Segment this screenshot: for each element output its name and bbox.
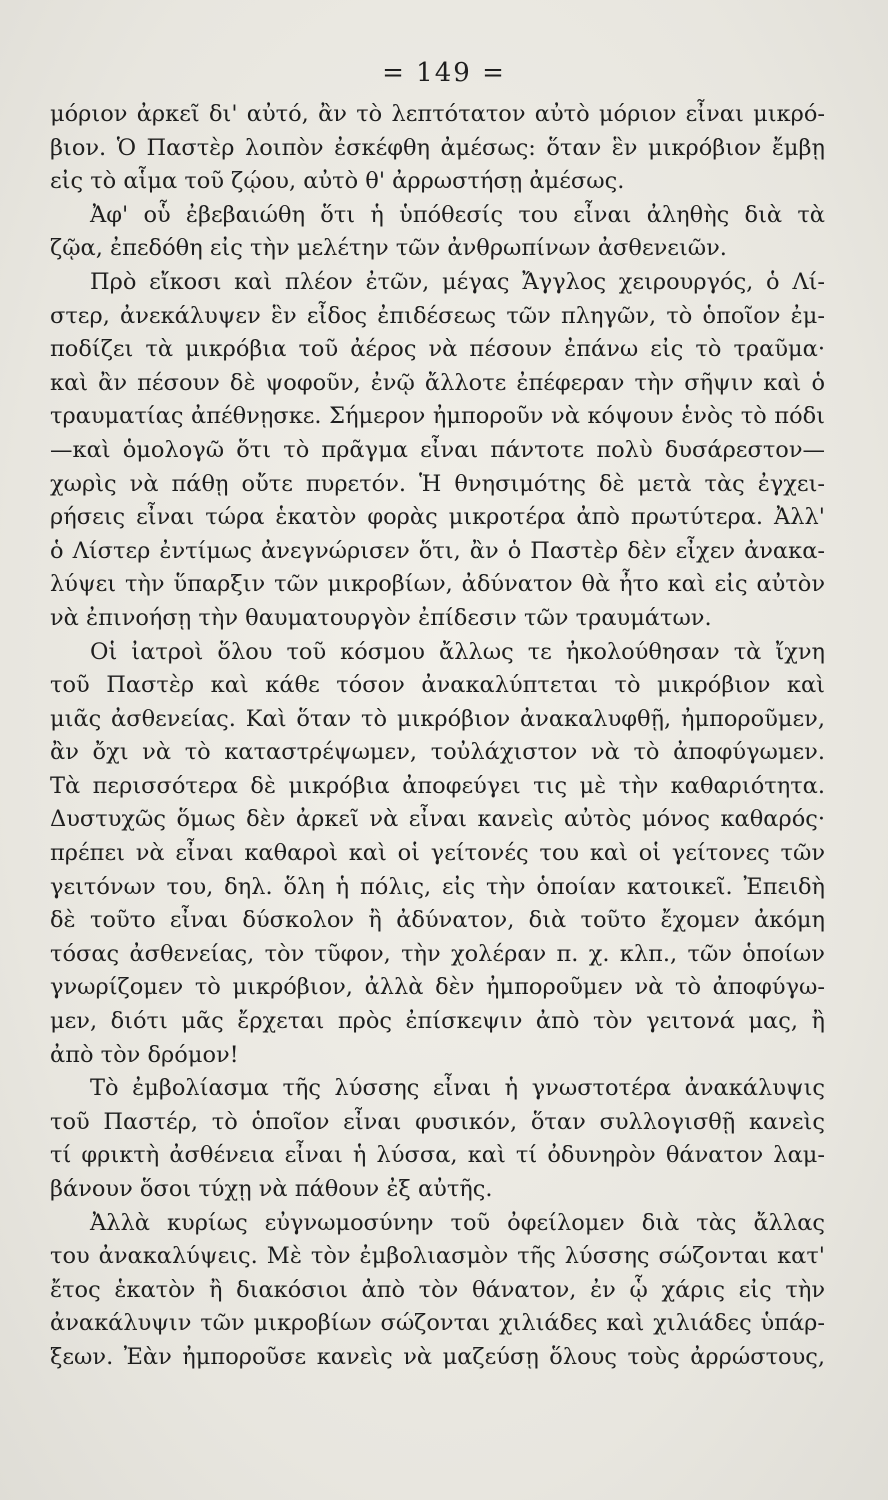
body-text bbox=[50, 98, 825, 1375]
text-line: γνωρίζομεν τὸ μικρόβιον, ἀλλὰ δὲν ἠμποροῦμεν νὰ τὸ ἀποφύγω- bbox=[50, 974, 825, 1001]
text-line: τοῦ Παστέρ, τὸ ὁποῖον εἶναι φυσικόν, ὅταν συλλογισθῇ κανεὶς bbox=[50, 1108, 825, 1135]
text-line: ξεων. Ἐὰν ἠμποροῦσε κανεὶς νὰ μαζεύσῃ ὅλους τοὺς ἀρρώστους, bbox=[50, 1343, 825, 1370]
text-line: Ἀλλὰ κυρίως εὐγνωμοσύνην τοῦ ὀφείλομεν διὰ τὰς ἄλλας bbox=[90, 1209, 825, 1236]
text-line: του ἀνακαλύψεις. Μὲ τὸν ἐμβολιασμὸν τῆς λύσσης σώζονται κατ' bbox=[50, 1243, 825, 1270]
text-line: λύψει τὴν ὕπαρξιν τῶν μικροβίων, ἀδύνατον θὰ ἦτο καὶ εἰς αὐτὸν bbox=[50, 571, 825, 598]
text-line: τραυματίας ἀπέθνῃσκε. Σήμερον ἠμποροῦν νὰ κόψουν ἑνὸς τὸ πόδι bbox=[50, 403, 825, 430]
text-line: χωρὶς νὰ πάθῃ οὔτε πυρετόν. Ἡ θνησιμότης δὲ μετὰ τὰς ἐγχει- bbox=[50, 470, 825, 497]
text-line: ἔτος ἑκατὸν ἢ διακόσιοι ἀπὸ τὸν θάνατον, ἐν ᾧ χάρις εἰς τὴν bbox=[50, 1276, 825, 1303]
text-line: Τὸ ἐμβολίασμα τῆς λύσσης εἶναι ἡ γνωστοτέρα ἀνακάλυψις bbox=[90, 1075, 825, 1102]
text-line: ζῷα, ἐπεδόθη εἰς τὴν μελέτην τῶν ἀνθρωπίνων ἀσθενειῶν. bbox=[50, 235, 727, 262]
page-number-header: = 149 = bbox=[382, 58, 506, 88]
text-line: ἀπὸ τὸν δρόμον! bbox=[50, 1041, 239, 1068]
text-line: καὶ ἂν πέσουν δὲ ψοφοῦν, ἐνῷ ἄλλοτε ἐπέφεραν τὴν σῆψιν καὶ ὁ bbox=[50, 369, 825, 396]
text-line: μιᾶς ἀσθενείας. Καὶ ὅταν τὸ μικρόβιον ἀνακαλυφθῇ, ἠμποροῦμεν, bbox=[50, 705, 825, 732]
text-line: Ἀφ' οὗ ἐβεβαιώθη ὅτι ἡ ὑπόθεσίς του εἶναι ἀληθὴς διὰ τὰ bbox=[90, 201, 825, 228]
text-line: τοῦ Παστὲρ καὶ κάθε τόσον ἀνακαλύπτεται τὸ μικρόβιον καὶ bbox=[50, 672, 825, 699]
text-line: βιον. Ὁ Παστὲρ λοιπὸν ἐσκέφθη ἀμέσως: ὅταν ἓν μικρόβιον ἔμβῃ bbox=[50, 134, 825, 161]
text-line: δὲ τοῦτο εἶναι δύσκολον ἢ ἀδύνατον, διὰ τοῦτο ἔχομεν ἀκόμη bbox=[50, 907, 825, 934]
text-line: βάνουν ὅσοι τύχῃ νὰ πάθουν ἐξ αὐτῆς. bbox=[50, 1176, 493, 1202]
text-line: Τὰ περισσότερα δὲ μικρόβια ἀποφεύγει τις μὲ τὴν καθαριότητα. bbox=[50, 772, 825, 799]
text-line: ποδίζει τὰ μικρόβια τοῦ ἀέρος νὰ πέσουν ἐπάνω εἰς τὸ τραῦμα· bbox=[50, 336, 825, 363]
text-line: Πρὸ εἴκοσι καὶ πλέον ἐτῶν, μέγας Ἄγγλος χειρουργός, ὁ Λί- bbox=[90, 268, 825, 295]
text-line: μόριον ἀρκεῖ δι' αὐτό, ἂν τὸ λεπτότατον αὐτὸ μόριον εἶναι μικρό- bbox=[50, 101, 825, 127]
text-line: τόσας ἀσθενείας, τὸν τῦφον, τὴν χολέραν π. χ. κλπ., τῶν ὁποίων bbox=[50, 940, 825, 967]
text-line: στερ, ἀνεκάλυψεν ἓν εἶδος ἐπιδέσεως τῶν πληγῶν, τὸ ὁποῖον ἐμ- bbox=[50, 302, 825, 329]
text-line: τί φρικτὴ ἀσθένεια εἶναι ἡ λύσσα, καὶ τί ὀδυνηρὸν θάνατον λαμ- bbox=[50, 1142, 825, 1169]
text-line: πρέπει νὰ εἶναι καθαροὶ καὶ οἱ γείτονές του καὶ οἱ γείτονες τῶν bbox=[50, 840, 825, 867]
text-line: Οἱ ἰατροὶ ὅλου τοῦ κόσμου ἄλλως τε ἠκολούθησαν τὰ ἴχνη bbox=[90, 638, 825, 665]
text-line: ἂν ὄχι νὰ τὸ καταστρέψωμεν, τοὐλάχιστον νὰ τὸ ἀποφύγωμεν. bbox=[50, 739, 825, 766]
text-line: Δυστυχῶς ὅμως δὲν ἀρκεῖ νὰ εἶναι κανεὶς αὐτὸς μόνος καθαρός· bbox=[50, 806, 825, 833]
text-line: νὰ ἐπινοήσῃ τὴν θαυματουργὸν ἐπίδεσιν τῶν τραυμάτων. bbox=[50, 604, 712, 631]
text-line: μεν, διότι μᾶς ἔρχεται πρὸς ἐπίσκεψιν ἀπὸ τὸν γειτονά μας, ἢ bbox=[50, 1008, 825, 1035]
text-line: ὁ Λίστερ ἐντίμως ἀνεγνώρισεν ὅτι, ἂν ὁ Παστὲρ δὲν εἶχεν ἀνακα- bbox=[50, 537, 825, 564]
text-line: ἀνακάλυψιν τῶν μικροβίων σώζονται χιλιάδες καὶ χιλιάδες ὑπάρ- bbox=[50, 1310, 825, 1337]
text-line: γειτόνων του, δηλ. ὅλη ἡ πόλις, εἰς τὴν ὁποίαν κατοικεῖ. Ἐπειδὴ bbox=[50, 873, 825, 900]
text-line: εἰς τὸ αἷμα τοῦ ζῴου, αὐτὸ θ' ἀρρωστήσῃ ἀμέσως. bbox=[50, 168, 625, 195]
text-line: ρήσεις εἶναι τώρα ἑκατὸν φορὰς μικροτέρα ἀπὸ πρωτύτερα. Ἀλλ' bbox=[50, 504, 825, 531]
text-line: —καὶ ὁμολογῶ ὅτι τὸ πρᾶγμα εἶναι πάντοτε πολὺ δυσάρεστον— bbox=[50, 436, 825, 463]
